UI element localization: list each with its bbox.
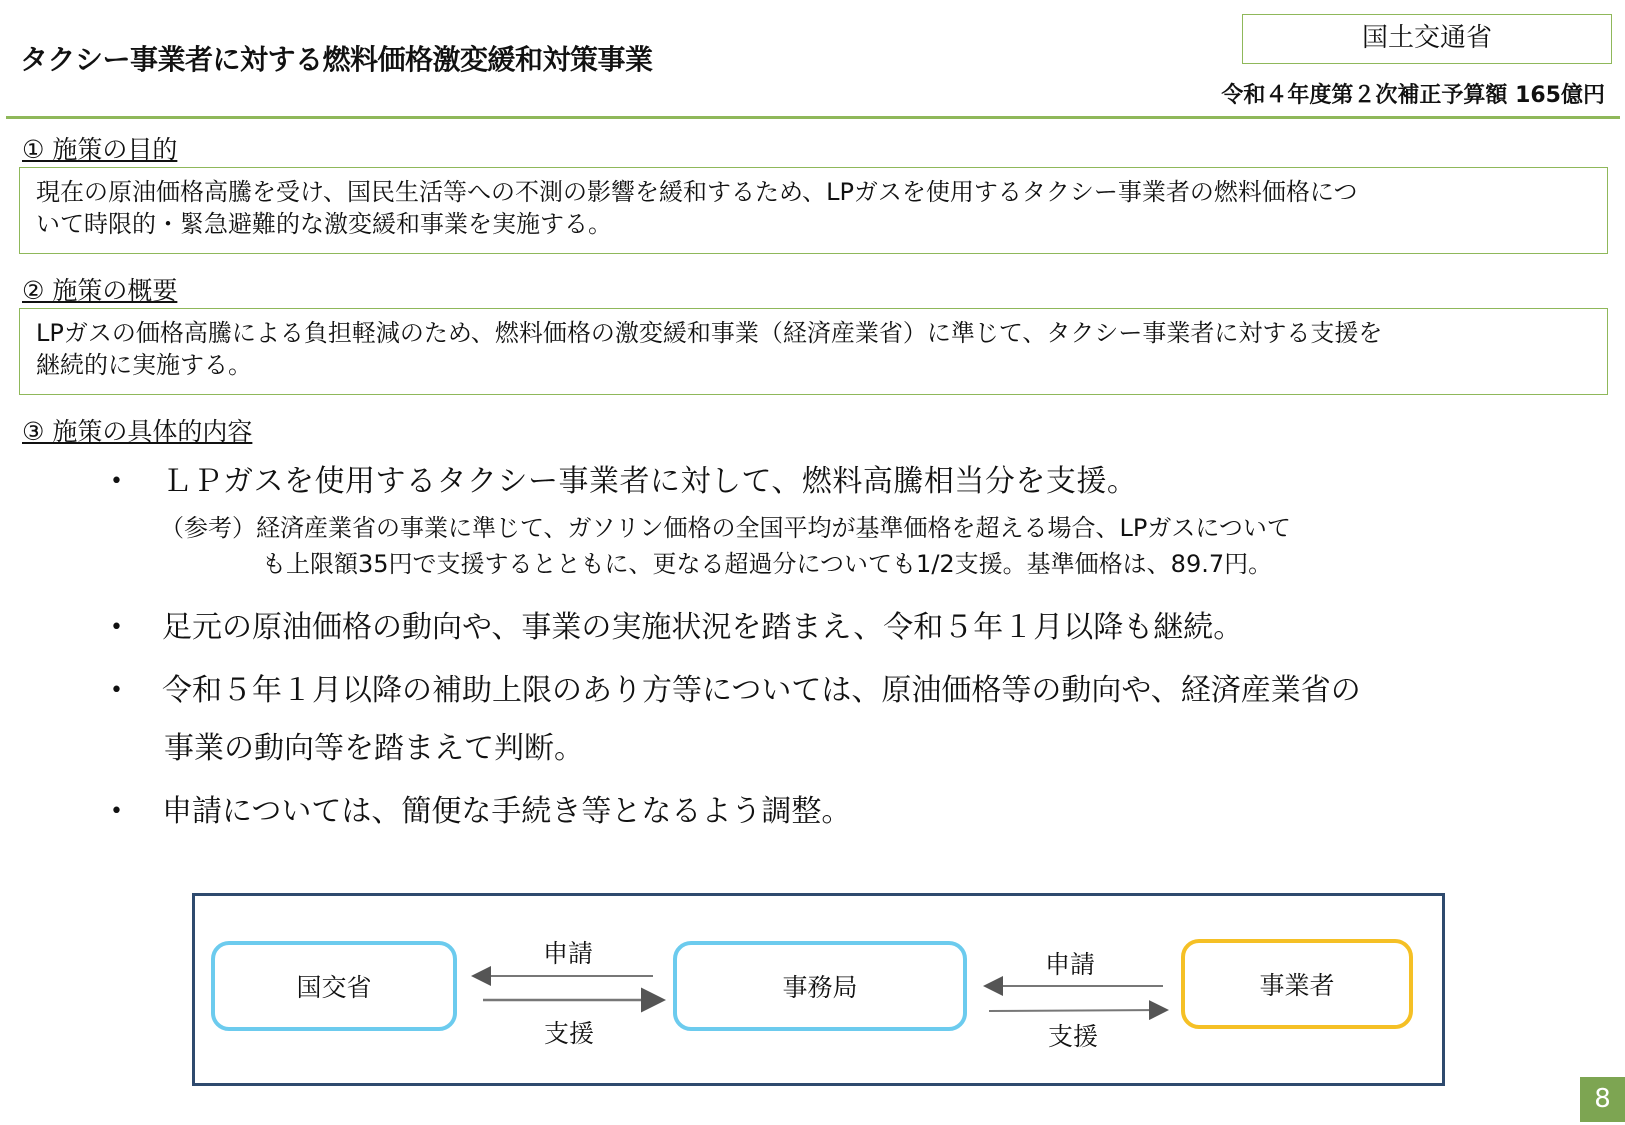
bullet-dot-icon: • bbox=[110, 615, 123, 640]
budget-amount: 令和４年度第２次補正予算額 165億円 bbox=[1221, 83, 1605, 108]
arrow-support-right bbox=[989, 1010, 1165, 1011]
purpose-text-line2: いて時限的・緊急避難的な激変緩和事業を実施する。 bbox=[36, 210, 612, 238]
bullet-dot-icon: • bbox=[110, 469, 123, 494]
bullet-text-4: 申請については、簡便な手続き等となるよう調整。 bbox=[162, 794, 852, 829]
label-apply-right: 申請 bbox=[1045, 950, 1096, 979]
page-number: 8 bbox=[1580, 1077, 1625, 1122]
page-title: タクシー事業者に対する燃料価格激変緩和対策事業 bbox=[20, 43, 653, 76]
bullet-text-3: 令和５年１月以降の補助上限のあり方等については、原油価格等の動向や、経済産業省の bbox=[162, 673, 1361, 708]
bullet-text-1: ＬＰガスを使用するタクシー事業者に対して、燃料高騰相当分を支援。 bbox=[162, 464, 1138, 499]
overview-heading: ② 施策の概要 bbox=[22, 276, 178, 305]
reference-note-line1: （参考）経済産業省の事業に準じて、ガソリン価格の全国平均が基準価格を超える場合、LPガスについて bbox=[160, 514, 1291, 542]
label-support-right: 支援 bbox=[1048, 1022, 1099, 1051]
header-divider bbox=[6, 116, 1620, 119]
details-heading: ③ 施策の具体的内容 bbox=[22, 417, 253, 446]
node-mlit: 国交省 bbox=[211, 941, 457, 1031]
flow-arrows bbox=[195, 896, 1442, 1083]
bullet-dot-icon: • bbox=[110, 678, 123, 703]
reference-note-line2: も上限額35円で支援するとともに、更なる超過分についても1/2支援。基準価格は、89.7円。 bbox=[262, 550, 1273, 578]
label-support-left: 支援 bbox=[544, 1019, 595, 1048]
purpose-box bbox=[19, 167, 1608, 254]
node-secretariat: 事務局 bbox=[673, 941, 967, 1031]
purpose-heading: ① 施策の目的 bbox=[22, 135, 178, 164]
overview-text-line2: 継続的に実施する。 bbox=[36, 351, 252, 379]
node-operators: 事業者 bbox=[1181, 939, 1413, 1029]
label-apply-left: 申請 bbox=[543, 939, 594, 968]
flow-diagram bbox=[192, 893, 1445, 1086]
ministry-label: 国土交通省 bbox=[1242, 14, 1612, 64]
overview-box bbox=[19, 308, 1608, 395]
bullet-text-2: 足元の原油価格の動向や、事業の実施状況を踏まえ、令和５年１月以降も継続。 bbox=[162, 610, 1244, 645]
bullet-dot-icon: • bbox=[110, 799, 123, 824]
bullet-text-3-continued: 事業の動向等を踏まえて判断。 bbox=[164, 731, 584, 766]
overview-text-line1: LPガスの価格高騰による負担軽減のため、燃料価格の激変緩和事業（経済産業省）に準じて、タクシー事業者に対する支援を bbox=[36, 319, 1383, 347]
purpose-text-line1: 現在の原油価格高騰を受け、国民生活等への不測の影響を緩和するため、LPガスを使用するタクシー事業者の燃料価格につ bbox=[36, 178, 1358, 206]
